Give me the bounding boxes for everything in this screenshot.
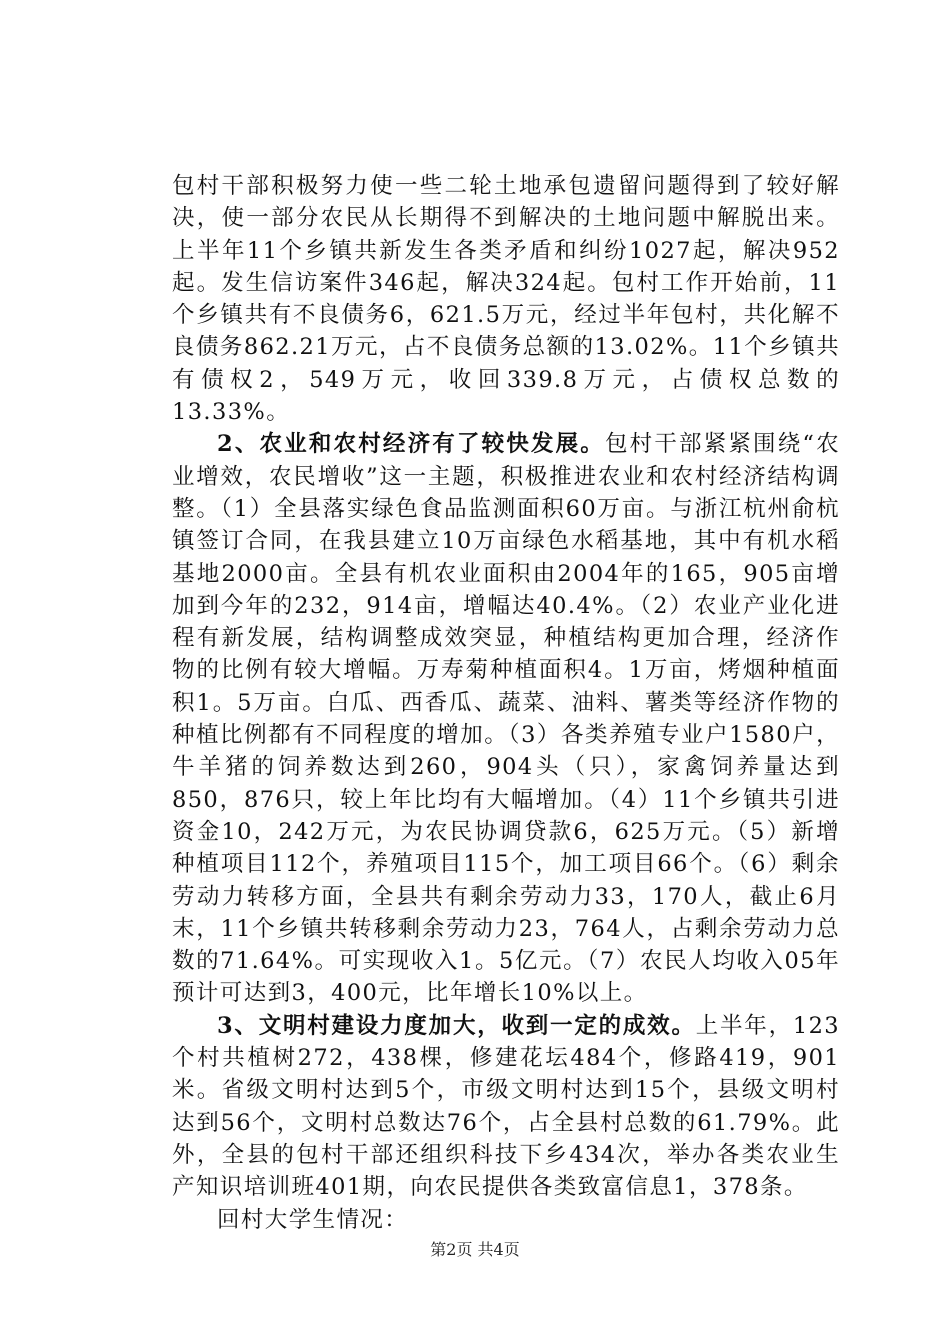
paragraph-heading: 3、文明村建设力度加大，收到一定的成效。 [217,1012,696,1039]
paragraph-text: 回村大学生情况： [217,1206,409,1233]
page-footer [0,1240,950,1260]
document-body [172,170,840,1236]
paragraph-text: 包村干部积极努力使一些二轮土地承包遗留问题得到了较好解决，使一部分农民从长期得不到解决的土地问题中解脱出来。上半年11个乡镇共新发生各类矛盾和纠纷1027起，解决952起。发生信访案件346起，解决324起。包村工作开始前，11个乡镇共有不良债务6，621.5万元，经过半年包村，共化解不良债务862.21万元，占不良债务总额的13.02%。11个乡镇共有债权2，549万元，收回339.8万元，占债权总数的13.33%。 [172,173,840,426]
page-number: 第2页 共4页 [430,1240,520,1259]
paragraph-civilized-village [172,1010,840,1204]
paragraph-text: 上半年，123个村共植树272，438棵，修建花坛484个，修路419，901米。省级文明村达到5个，市级文明村达到15个，县级文明村达到56个，文明村总数达76个，占全县村总数的61.79%。此外，全县的包村干部还组织科技下乡434次，举办各类农业生产知识培训班401期，向农民提供各类致富信息1，378条。 [172,1012,840,1201]
paragraph-text: 包村干部紧紧围绕“农业增效，农民增收”这一主题，积极推进农业和农村经济结构调整。（1）全县落实绿色食品监测面积60万亩。与浙江杭州俞杭镇签订合同，在我县建立10万亩绿色水稻基地，其中有机水稻基地2000亩。全县有机农业面积由2004年的165，905亩增加到今年的232，914亩，增幅达40.4%。（2）农业产业化进程有新发展，结构调整成效突显，种植结构更加合理，经济作物的比例有较大增幅。万寿菊种植面积4。1万亩，烤烟种植面积1。5万亩。白瓜、西香瓜、蔬菜、油料、薯类等经济作物的种植比例都有不同程度的增加。（3）各类养殖专业户1580户，牛羊猪的饲养数达到260，904头（只），家禽饲养量达到850，876只，较上年比均有大幅增加。（4）11个乡镇共引进资金10，242万元，为农民协调贷款6，625万元。（5）新增种植项目112个，养殖项目115个，加工项目66个。（6）剩余劳动力转移方面，全县共有剩余劳动力33，170人，截止6月末，11个乡镇共转移剩余劳动力23，764人，占剩余劳动力总数的71.64%。可实现收入1。5亿元。（7）农民人均收入05年预计可达到3，400元，比年增长10%以上。 [172,431,840,1007]
paragraph-heading: 2、农业和农村经济有了较快发展。 [217,431,605,458]
paragraph-agriculture [172,428,840,1009]
paragraph-continuation [172,170,840,428]
paragraph-graduates [172,1204,840,1236]
